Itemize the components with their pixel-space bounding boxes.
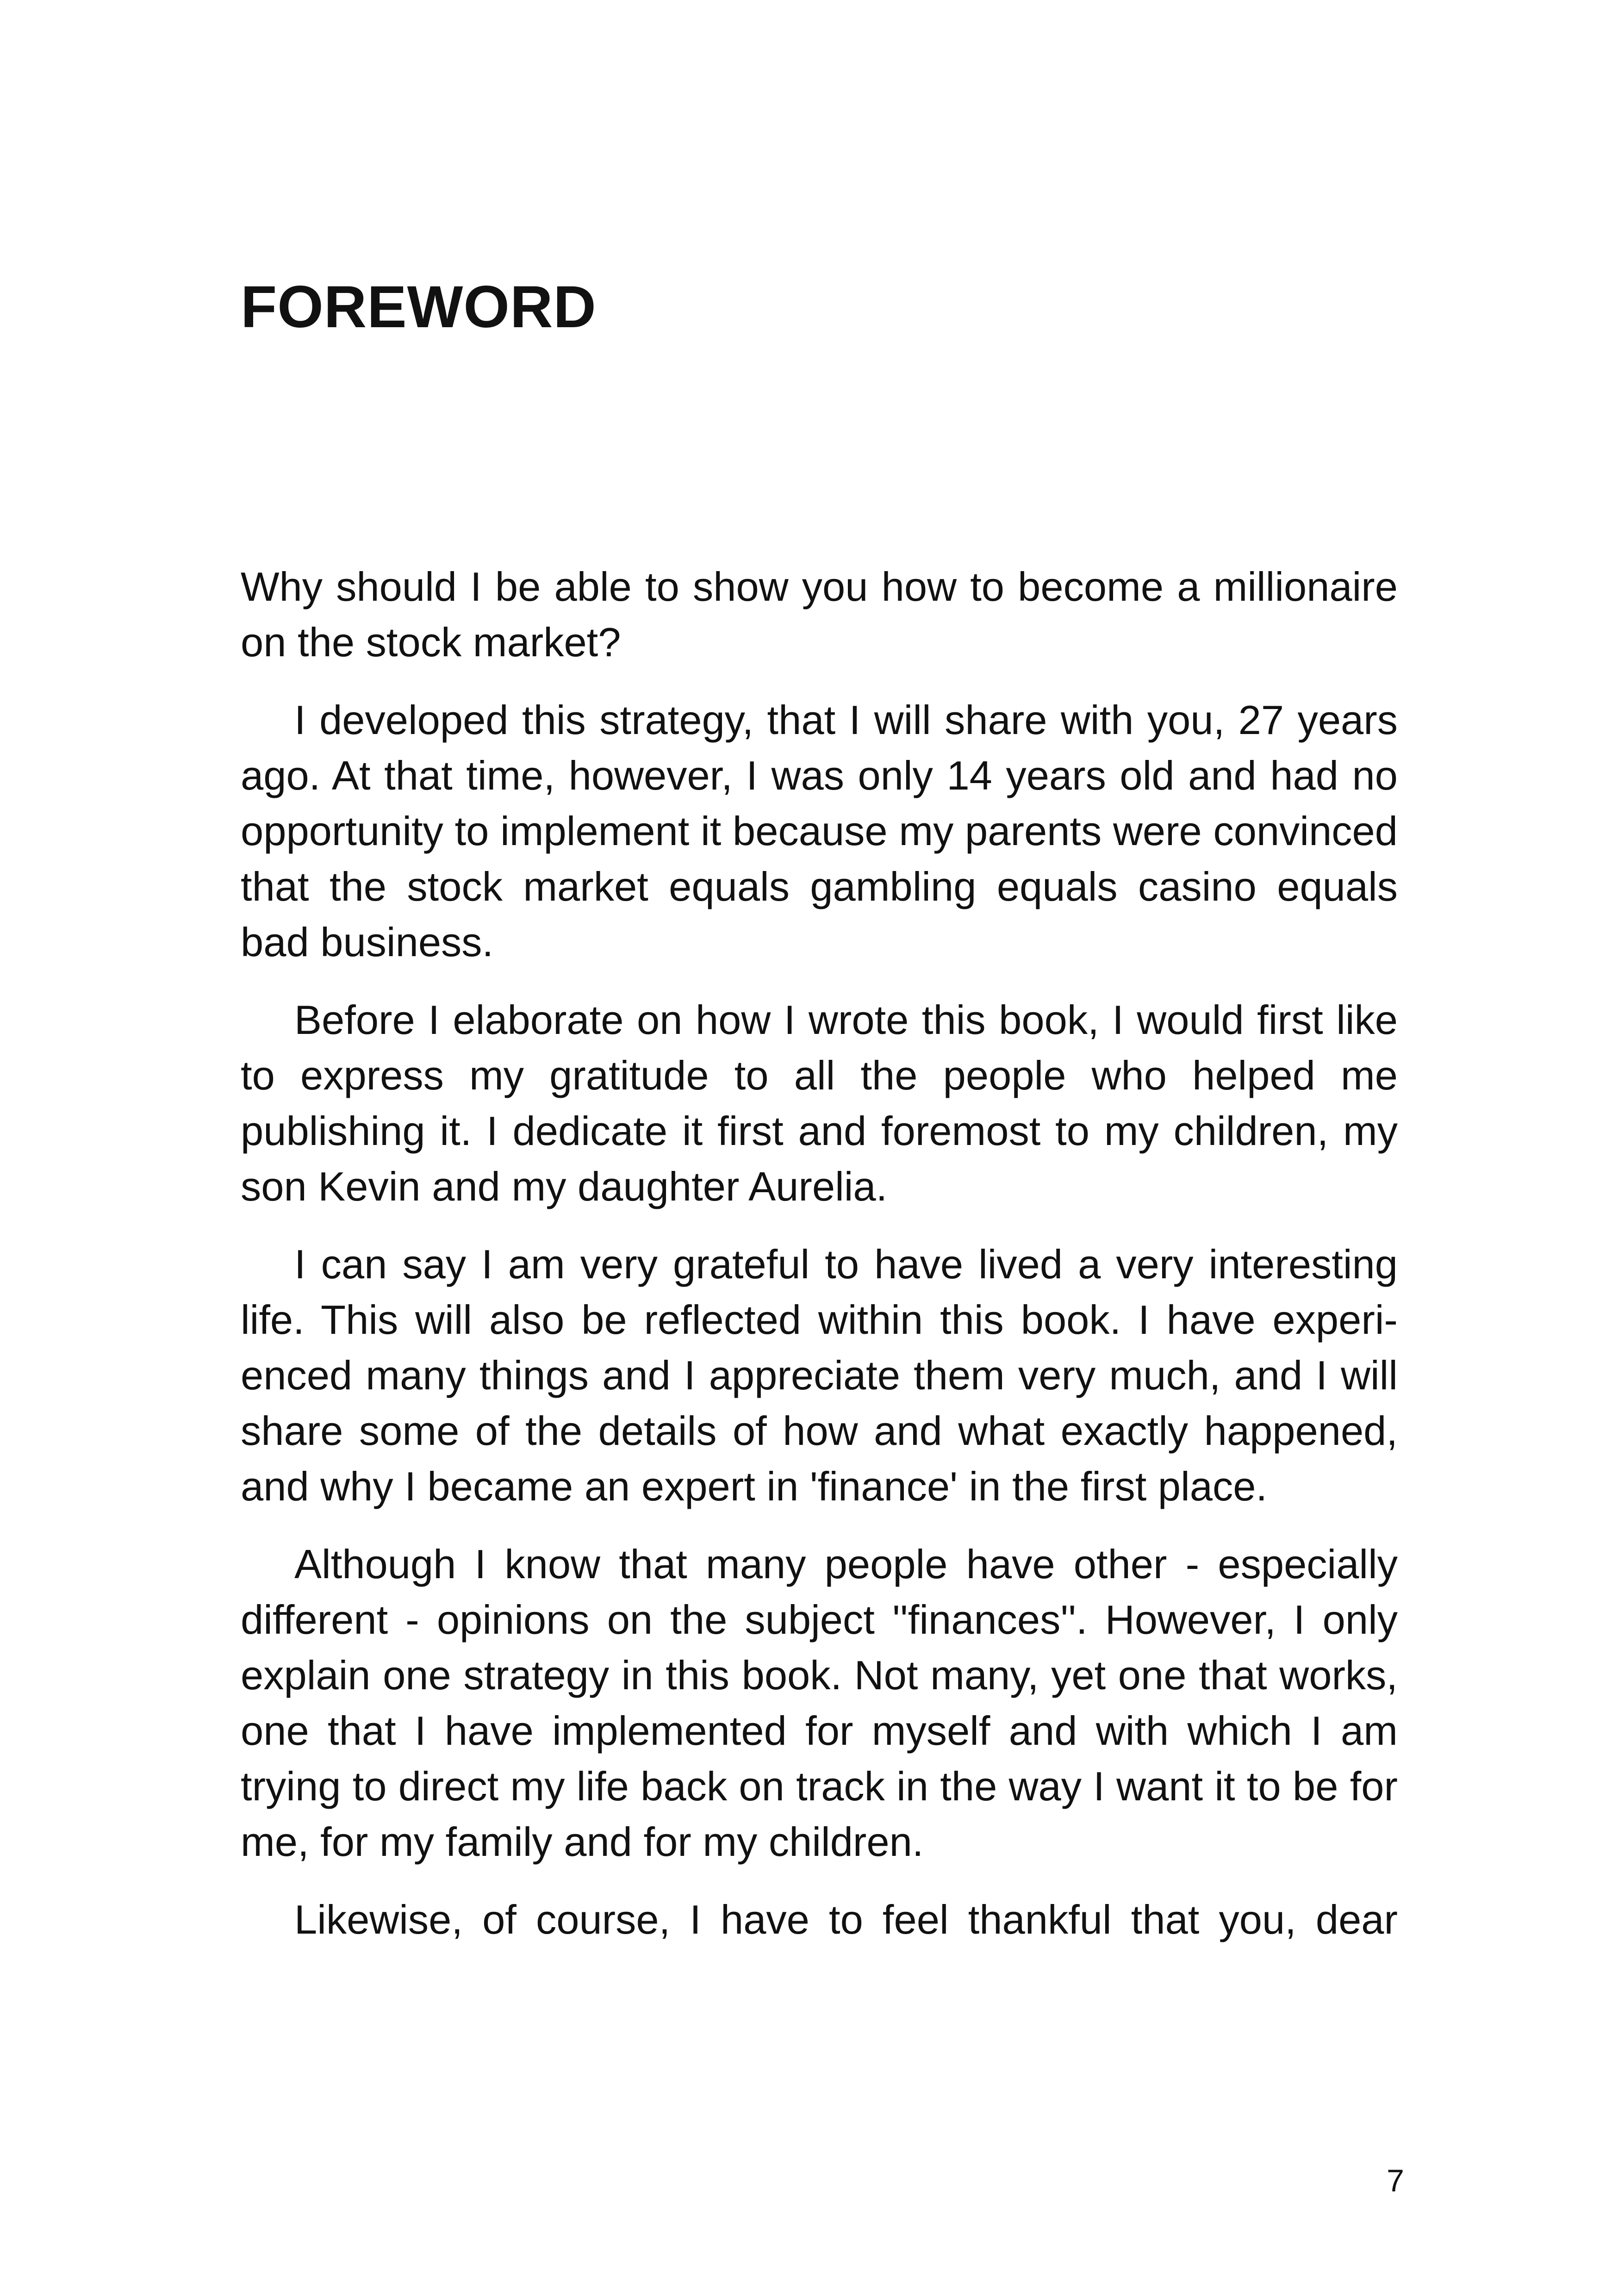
paragraph: Before I elaborate on how I wrote this book, I would first like to express my gratitude to all the people who helped me publishing it. I dedicate it first and foremost to my children, my son Kevin and my daughter Aurelia.	[241, 997, 1398, 1209]
paragraph: I can say I am very grateful to have lived a very interesting life. This will also be reflected within this book. I have experienced many things and I appreciate them very much, and I will share some of the details of how and what exactly happened, and why I became an expert in 'finance' in the first place.	[241, 1241, 1398, 1509]
chapter-title: FOREWORD	[241, 274, 597, 340]
page-number: 7	[1387, 2163, 1404, 2198]
paragraph: Although I know that many people have other - especially different - opinions on the subject ''finances''. However, I only explain one strategy in this book. Not many, yet one that works, one that I have implemented for myself and with which I am trying to direct my life back on track in the way I want it to be for me, for my family and for my children.	[241, 1541, 1398, 1865]
paragraph: I developed this strategy, that I will share with you, 27 years ago. At that time, however, I was only 14 years old and had no opportunity to implement it because my parents were convinced that the stock market equals gambling equals casino equals bad business.	[241, 697, 1398, 965]
body-text	[241, 559, 1398, 1948]
paragraph: Likewise, of course, I have to feel thankful that you, dear	[294, 1897, 1398, 1942]
paragraph: Why should I be able to show you how to become a millionaire on the stock market?	[241, 564, 1398, 665]
